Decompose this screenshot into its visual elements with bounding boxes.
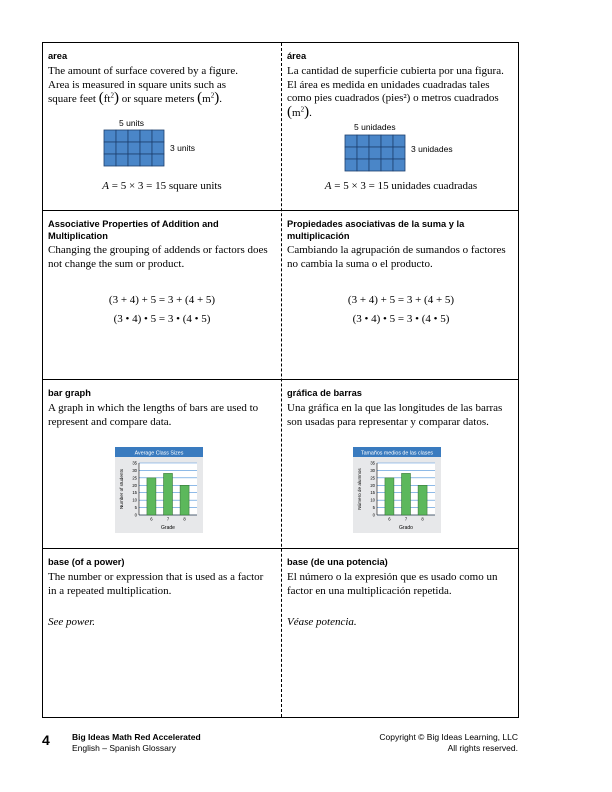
- unit-square: [104, 130, 116, 142]
- bar-chart-svg: [353, 447, 441, 533]
- definition-line: no cambia la suma o el producto.: [287, 257, 433, 270]
- unit-square: [393, 147, 405, 159]
- english-entry-area: [43, 43, 281, 210]
- definition-text: or square meters: [121, 93, 195, 106]
- glossary-row-associative: [43, 211, 518, 380]
- definition-line: Changing the grouping of addends or factors does: [48, 244, 268, 256]
- definition-line: A graph in which the lengths of bars are used to: [48, 402, 259, 414]
- equation-addition: (3 + 4) + 5 = 3 + (4 + 5): [108, 294, 216, 306]
- footer-copyright: [379, 732, 518, 754]
- definition-line: El área es medida en unidades cuadradas tales: [287, 78, 490, 91]
- definition-line: La cantidad de superficie cubierta por una figura.: [287, 65, 504, 77]
- unit-square: [116, 142, 128, 154]
- copyright-text: Copyright © Big Ideas Learning, LLC: [379, 732, 518, 742]
- unit-square: [104, 142, 116, 154]
- book-subtitle: English – Spanish Glossary: [72, 743, 176, 753]
- unit-square: [104, 154, 116, 166]
- definition-line: in a repeated multiplication.: [48, 584, 172, 597]
- area-equation: A = 5 × 3 = 15 square units: [102, 180, 222, 192]
- y-tick-label: 25: [132, 475, 137, 481]
- english-entry-associative: [43, 211, 281, 379]
- y-tick-label: 5: [372, 505, 375, 511]
- equation-multiplication: (3 • 4) • 5 = 3 • (4 • 5): [352, 313, 450, 325]
- equation-multiplication: (3 • 4) • 5 = 3 • (4 • 5): [113, 313, 211, 325]
- y-tick-label: 5: [134, 505, 137, 511]
- x-tick-label: 6: [388, 516, 391, 522]
- unit-square: [393, 159, 405, 171]
- square-unit-grid: [344, 134, 406, 172]
- see-also-reference: See power.: [48, 616, 96, 628]
- y-tick-label: 20: [132, 482, 137, 488]
- see-also-reference: Véase potencia.: [287, 616, 357, 628]
- term-title-line: Multiplication: [48, 231, 108, 241]
- term-title: [287, 218, 516, 242]
- bar: [164, 473, 173, 515]
- term-title-line: Propiedades asociativas de la suma y la: [287, 219, 465, 229]
- definition-line: son usadas para representar y comparar datos.: [287, 415, 489, 428]
- grid-side-label: 3 unidades: [411, 144, 453, 154]
- definition-text: .: [219, 93, 222, 106]
- y-tick-label: 0: [134, 512, 137, 518]
- unit-square: [128, 154, 140, 166]
- term-title: base (de una potencia): [287, 557, 388, 567]
- y-tick-label: 15: [370, 490, 375, 496]
- definition-line: como pies cuadrados (pies²) o metros cuadrados: [287, 92, 499, 105]
- page-number: 4: [42, 732, 50, 748]
- bar: [402, 473, 411, 515]
- unit-square: [369, 159, 381, 171]
- unit-square: [357, 135, 369, 147]
- x-tick-label: 7: [166, 516, 170, 522]
- glossary-row-bar-graph: [43, 380, 518, 549]
- definition-line: represent and compare data.: [48, 415, 172, 428]
- unit-square: [381, 159, 393, 171]
- y-tick-label: 35: [370, 460, 375, 466]
- unit-square: [128, 130, 140, 142]
- equation-addition: (3 + 4) + 5 = 3 + (4 + 5): [347, 294, 455, 306]
- unit-square: [116, 154, 128, 166]
- bar: [147, 478, 156, 515]
- term-title: bar graph: [48, 388, 91, 398]
- term-title: area: [48, 51, 68, 61]
- definition-text: .: [309, 106, 312, 119]
- unit-square: [152, 142, 164, 154]
- y-axis-label: Número de alumnos: [357, 468, 362, 510]
- unit-square: [140, 154, 152, 166]
- unit-square: [369, 135, 381, 147]
- spanish-entry-bar-graph: [282, 380, 520, 548]
- footer-book-info: [72, 732, 201, 754]
- definition-line: $(m^2)$.: [287, 103, 312, 120]
- y-tick-label: 30: [132, 467, 137, 473]
- x-tick-label: 8: [421, 516, 424, 522]
- unit-square: [345, 147, 357, 159]
- chart-title: Average Class Sizes: [134, 450, 184, 457]
- chart-title: Tamaños medios de las clases: [360, 450, 434, 457]
- y-tick-label: 15: [132, 490, 137, 496]
- glossary-table: [42, 42, 519, 718]
- y-tick-label: 35: [132, 460, 137, 466]
- bar-chart-svg: [115, 447, 203, 533]
- definition-line: factor en una multiplicación repetida.: [287, 584, 452, 597]
- term-title: base (of a power): [48, 557, 125, 567]
- x-tick-label: 6: [150, 516, 153, 522]
- unit-square: [140, 142, 152, 154]
- definition-line: The amount of surface covered by a figure.: [48, 65, 238, 77]
- term-title-line: Associative Properties of Addition and: [48, 219, 219, 229]
- term-title: [48, 218, 277, 242]
- term-title-line: multiplicación: [287, 231, 350, 241]
- unit-text: ft: [103, 93, 111, 106]
- bar: [180, 485, 189, 515]
- y-tick-label: 30: [370, 467, 375, 473]
- definition-line: The number or expression that is used as a factor: [48, 571, 264, 583]
- unit-square: [152, 154, 164, 166]
- unit-square: [369, 147, 381, 159]
- x-axis-label: Grade: [161, 525, 175, 531]
- grid-top-label: 5 unidades: [354, 122, 396, 132]
- y-tick-label: 20: [370, 482, 375, 488]
- definition-line: Una gráfica en la que las longitudes de las barras: [287, 402, 503, 414]
- area-equation: A = 5 × 3 = 15 unidades cuadradas: [324, 180, 478, 192]
- grid-top-label: 5 units: [119, 118, 145, 128]
- english-entry-bar-graph: [43, 380, 281, 548]
- spanish-entry-associative: [282, 211, 520, 379]
- unit-square: [357, 147, 369, 159]
- book-title: Big Ideas Math Red Accelerated: [72, 732, 201, 742]
- x-tick-label: 8: [183, 516, 186, 522]
- term-title: área: [287, 51, 307, 61]
- glossary-row-area: [43, 43, 518, 211]
- y-tick-label: 0: [372, 512, 375, 518]
- unit-square: [345, 159, 357, 171]
- grid-side-label: 3 units: [170, 143, 196, 153]
- spanish-entry-area: [282, 43, 520, 210]
- unit-square: [381, 147, 393, 159]
- term-title: gráfica de barras: [287, 388, 362, 398]
- bar-chart: [115, 447, 203, 533]
- bar-chart: [353, 447, 441, 533]
- x-tick-label: 7: [404, 516, 408, 522]
- glossary-row-base: [43, 549, 518, 719]
- bar: [385, 478, 394, 515]
- unit-square: [345, 135, 357, 147]
- definition-line: Cambiando la agrupación de sumandos o factores: [287, 244, 506, 256]
- unit-square: [140, 130, 152, 142]
- bar: [418, 485, 427, 515]
- unit-square: [116, 130, 128, 142]
- english-entry-base: [43, 549, 281, 719]
- square-unit-grid: [103, 129, 165, 167]
- definition-line: not change the sum or product.: [48, 257, 185, 270]
- unit-square: [381, 135, 393, 147]
- unit-square: [393, 135, 405, 147]
- x-axis-label: Grado: [399, 525, 413, 531]
- unit-text: m: [292, 106, 301, 119]
- definition-line: Area is measured in square units such as: [48, 78, 227, 91]
- definition-line: square feet $(ft^2)$ or square meters $(m^2)$.: [48, 90, 222, 107]
- y-tick-label: 10: [370, 497, 375, 503]
- y-tick-label: 25: [370, 475, 375, 481]
- spanish-entry-base: [282, 549, 520, 719]
- y-tick-label: 10: [132, 497, 137, 503]
- unit-square: [357, 159, 369, 171]
- unit-square: [152, 130, 164, 142]
- rights-text: All rights reserved.: [447, 743, 518, 753]
- y-axis-label: Number of students: [119, 468, 124, 510]
- unit-text: m: [202, 93, 211, 106]
- definition-text: square feet: [48, 93, 96, 106]
- unit-square: [128, 142, 140, 154]
- definition-line: El número o la expresión que es usado como un: [287, 571, 498, 583]
